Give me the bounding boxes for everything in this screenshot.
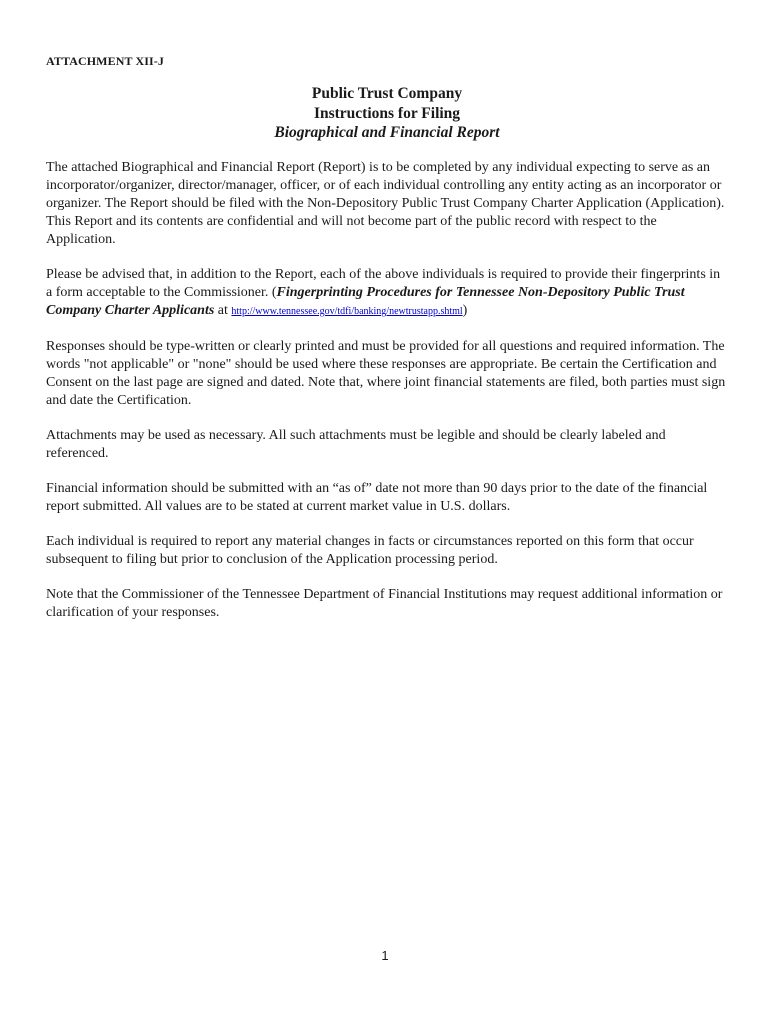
paragraph-material-changes: Each individual is required to report any material changes in facts or circumstances reported on this form that occur subsequent to filing but prior to conclusion of the Application processing period. [46, 534, 694, 567]
instructions-body [46, 159, 726, 639]
fingerprints-at: at [214, 303, 232, 318]
fingerprinting-procedures-title: Fingerprinting Procedures for Tennessee Non-Depository Public Trust Company Charter Applicants [46, 285, 685, 318]
paragraph-purpose: The attached Biographical and Financial Report (Report) is to be completed by any individual expecting to serve as an incorporator/organizer, director/manager, officer, or of each individual controlling any entity acting as an incorporator or organizer. The Report should be filed with the Non-Depository Public Trust Company Charter Application (Application). This Report and its contents are confidential and will not become part of the public record with respect to the Application. [46, 160, 725, 247]
fingerprints-text: Please be advised that, in addition to the Report, each of the above individuals is required to provide their fingerprints in a form acceptable to the Commissioner. ( [46, 267, 721, 300]
paragraph-attachments: Attachments may be used as necessary. All such attachments must be legible and should be clearly labeled and referenced. [46, 428, 666, 461]
attachment-label: ATTACHMENT XII-J [46, 54, 164, 68]
paragraph-fingerprints [46, 266, 726, 321]
fingerprints-close: ) [462, 303, 468, 318]
title-report: Biographical and Financial Report [274, 124, 500, 141]
title-block [0, 84, 770, 143]
fingerprinting-procedures-link[interactable]: http://www.tennessee.gov/tdfi/banking/newtrustapp.shtml [231, 306, 463, 317]
paragraph-financial-information: Financial information should be submitted with an “as of” date not more than 90 days prior to the date of the financial report submitted. All values are to be stated at current market value in U.S. dollars. [46, 481, 708, 514]
paragraph-responses: Responses should be type-written or clearly printed and must be provided for all questions and required information. The words "not applicable" or "none" should be used where these responses are appropriate. Be certain the Certification and Consent on the last page are signed and dated. Note that, where joint financial statements are filed, both parties must sign and date the Certification. [46, 339, 726, 408]
title-instructions: Instructions for Filing [313, 104, 461, 122]
page-number: 1 [381, 948, 389, 963]
paragraph-commissioner-note: Note that the Commissioner of the Tennessee Department of Financial Institutions may request additional information or clarification of your responses. [46, 587, 723, 620]
title-company: Public Trust Company [311, 85, 463, 102]
